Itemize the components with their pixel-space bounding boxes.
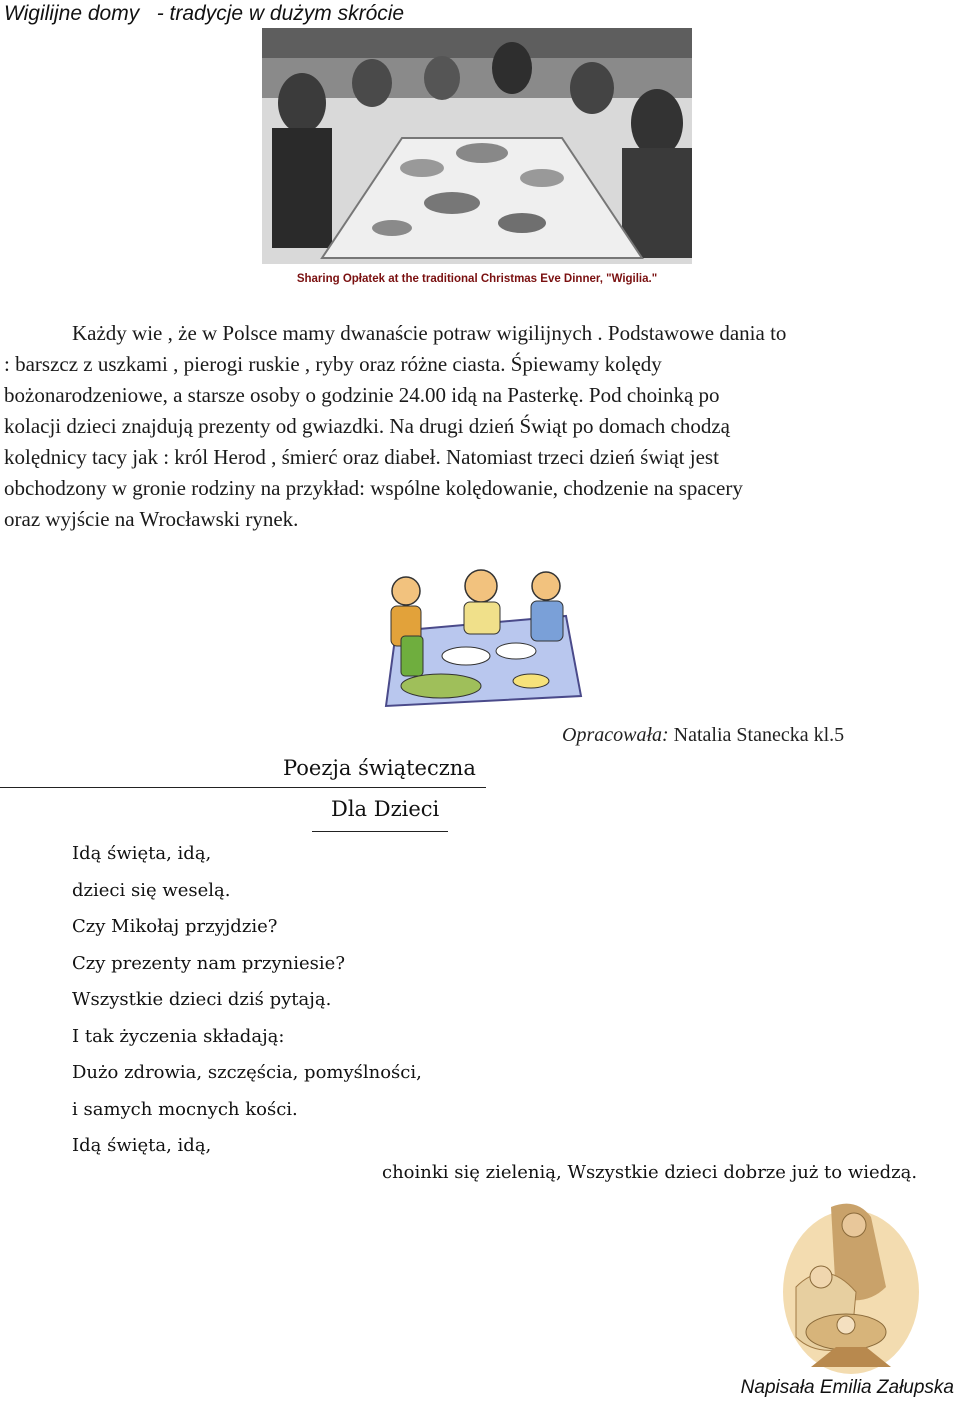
poem-body: [72, 836, 422, 1165]
family-dinner-clipart: [366, 556, 588, 721]
essay-line: kolędnicy tacy jak : król Herod , śmierć oraz diabeł. Natomiast trzeci dzień świąt jest: [4, 445, 719, 469]
essay-credit: [562, 724, 844, 747]
poem-line: Czy Mikołaj przyjdzie?: [72, 916, 278, 937]
credit-role: Opracowała:: [562, 724, 669, 746]
essay-line: : barszcz z uszkami , pierogi ruskie , ryby oraz różne ciasta. Śpiewamy kolędy: [4, 352, 662, 376]
poem-heading: Poezja świąteczna: [283, 756, 476, 780]
divider: [312, 831, 448, 832]
poem-subheading: Dla Dzieci: [331, 797, 440, 821]
essay-line: obchodzony w gronie rodziny na przykład: wspólne kolędowanie, chodzenie na spacery: [4, 476, 743, 500]
page-title: Wigilijne domy - tradycje w dużym skrócie: [4, 2, 405, 25]
poem-line: dzieci się weselą.: [72, 879, 231, 901]
poem-line: Dużo zdrowia, szczęścia, pomyślności,: [72, 1062, 422, 1083]
poem-line: Wszystkie dzieci dziś pytają.: [72, 989, 332, 1010]
photo-caption: Sharing Opłatek at the traditional Christmas Eve Dinner, "Wigilia.": [296, 273, 658, 285]
essay-line: bożonarodzeniowe, a starsze osoby o godzinie 24.00 idą na Pasterkę. Pod choinką po: [4, 383, 720, 407]
poem-credit: Napisała Emilia Załupska: [740, 1377, 954, 1398]
poem-line: I tak życzenia składają:: [72, 1025, 285, 1047]
essay-line: Każdy wie , że w Polsce mamy dwanaście potraw wigilijnych . Podstawowe dania to: [72, 321, 787, 345]
essay-line: kolacji dzieci znajdują prezenty od gwiazdki. Na drugi dzień Świąt po domach chodzą: [4, 414, 730, 438]
poem-line: Idą święta, idą,: [72, 1135, 212, 1156]
wigilia-dinner-photo: [262, 28, 692, 290]
poem-line: Czy prezenty nam przyniesie?: [72, 952, 345, 974]
poem-line: choinki się zielenią, Wszystkie dzieci dobrze już to wiedzą.: [382, 1162, 918, 1183]
divider: [0, 787, 486, 788]
essay-paragraph: [4, 318, 958, 535]
nativity-picture: [776, 1197, 926, 1377]
credit-name: Natalia Stanecka kl.5: [668, 724, 845, 746]
poem-line: Idą święta, idą,: [72, 843, 212, 864]
essay-line: oraz wyjście na Wrocławski rynek.: [4, 507, 299, 531]
poem-line: i samych mocnych kości.: [72, 1098, 298, 1120]
